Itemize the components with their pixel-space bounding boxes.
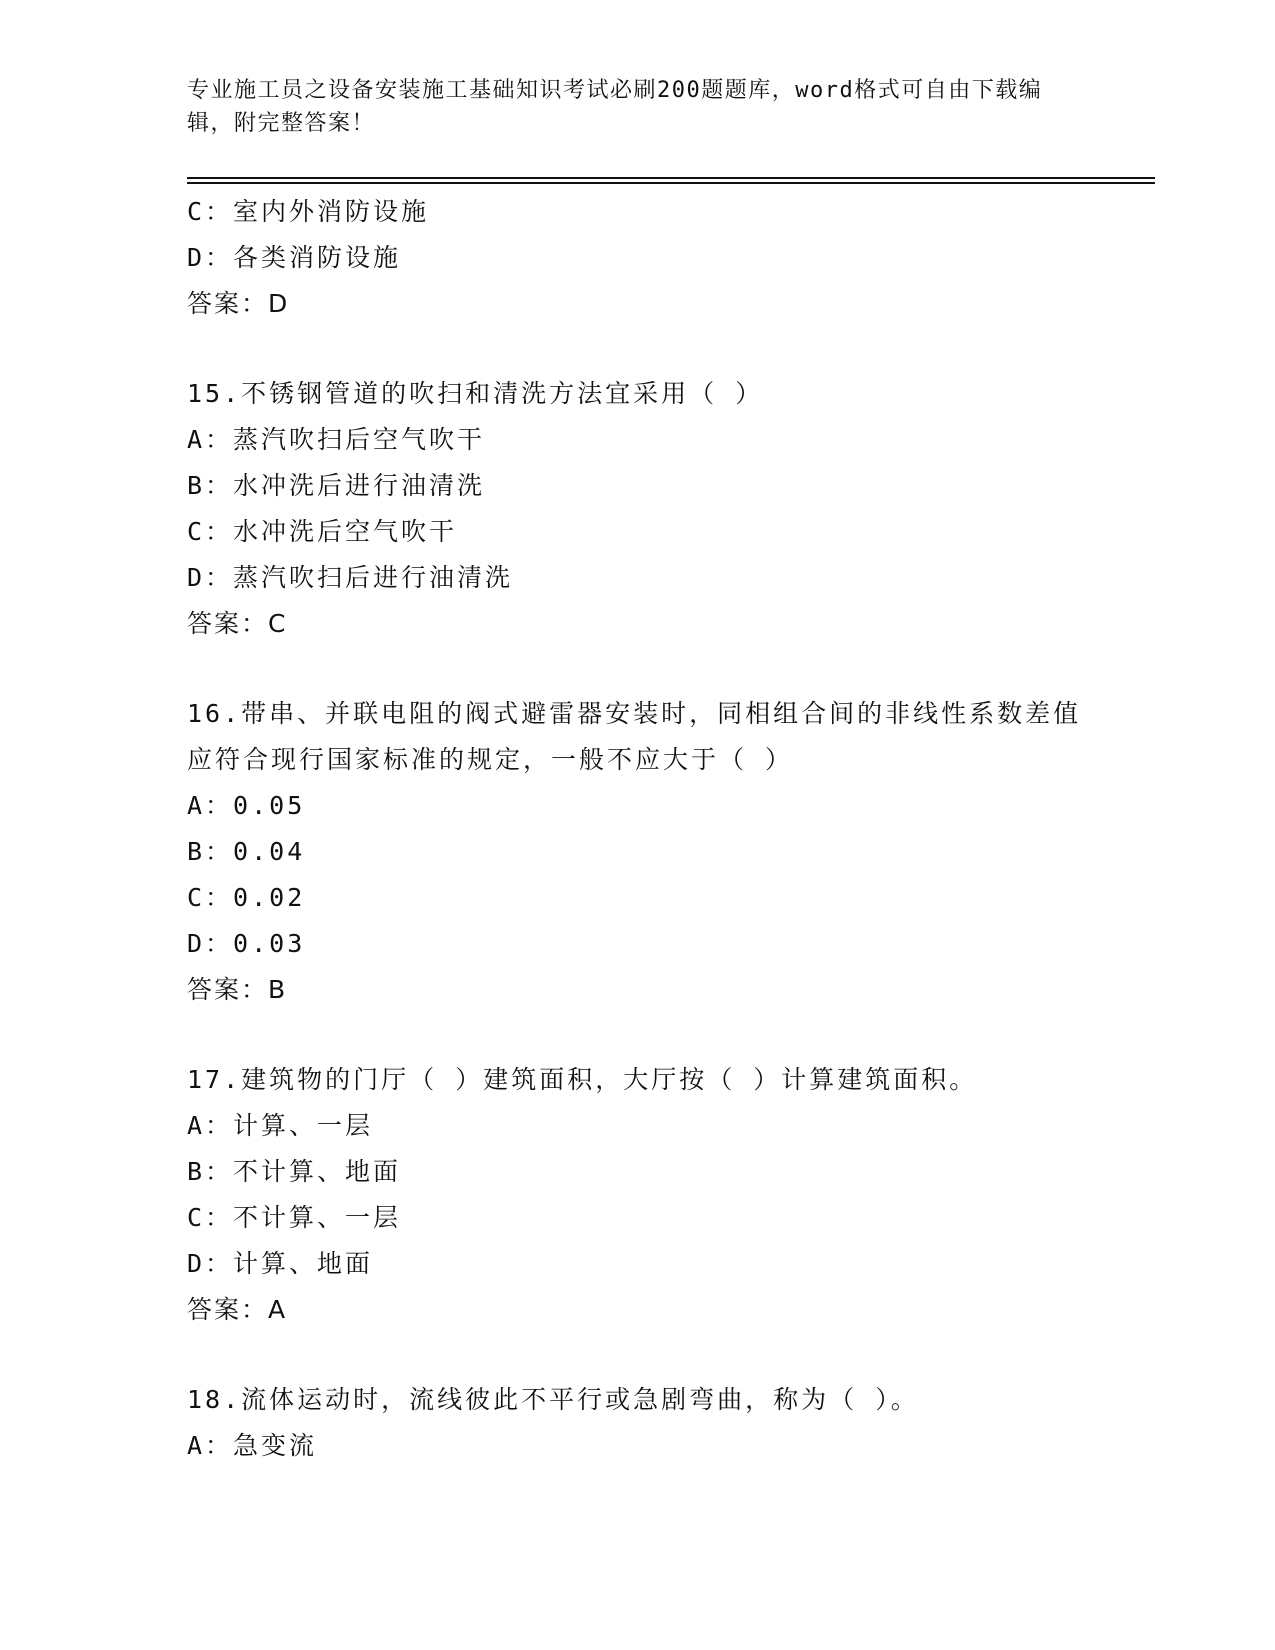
option-a: A：计算、一层 — [187, 1111, 374, 1140]
option-d: D：蒸汽吹扫后进行油清洗 — [187, 563, 514, 592]
question-14 — [187, 189, 1087, 327]
option-c: C：室内外消防设施 — [187, 197, 430, 226]
answer-label: 答案：D — [187, 289, 290, 318]
question-text: 15.不锈钢管道的吹扫和清洗方法宜采用（ ） — [187, 379, 764, 408]
question-17 — [187, 1057, 1087, 1333]
option-a: A：0.05 — [187, 791, 306, 820]
option-b: B：水冲洗后进行油清洗 — [187, 471, 486, 500]
question-15 — [187, 371, 1087, 647]
option-c: C：水冲洗后空气吹干 — [187, 517, 458, 546]
option-a: A：蒸汽吹扫后空气吹干 — [187, 425, 486, 454]
question-16 — [187, 691, 1087, 1013]
option-b: B：不计算、地面 — [187, 1157, 402, 1186]
spacer — [187, 1013, 1087, 1057]
spacer — [187, 1333, 1087, 1377]
question-list — [187, 189, 1087, 1469]
answer-label: 答案：A — [187, 1295, 288, 1324]
answer-label: 答案：B — [187, 975, 288, 1004]
option-d: D：计算、地面 — [187, 1249, 374, 1278]
spacer — [187, 647, 1087, 691]
option-d: D：0.03 — [187, 929, 306, 958]
option-c: C：不计算、一层 — [187, 1203, 402, 1232]
question-text: 16.带串、并联电阻的阀式避雷器安装时，同相组合间的非线性系数差值应符合现行国家标准的规定，一般不应大于（ ） — [187, 699, 1082, 774]
question-18 — [187, 1377, 1087, 1469]
spacer — [187, 327, 1087, 371]
option-c: C：0.02 — [187, 883, 306, 912]
option-b: B：0.04 — [187, 837, 306, 866]
answer-label: 答案：C — [187, 609, 288, 638]
document-header: 专业施工员之设备安装施工基础知识考试必刷200题题库，word格式可自由下载编辑，附完整答案！ — [187, 78, 1043, 136]
header-divider-bottom — [187, 182, 1155, 184]
option-d: D：各类消防设施 — [187, 243, 402, 272]
question-text: 18.流体运动时，流线彼此不平行或急剧弯曲，称为（ ）。 — [187, 1385, 919, 1414]
option-a: A：急变流 — [187, 1431, 318, 1460]
header-divider-top — [187, 177, 1155, 179]
question-text: 17.建筑物的门厅（ ）建筑面积，大厅按（ ）计算建筑面积。 — [187, 1065, 978, 1094]
